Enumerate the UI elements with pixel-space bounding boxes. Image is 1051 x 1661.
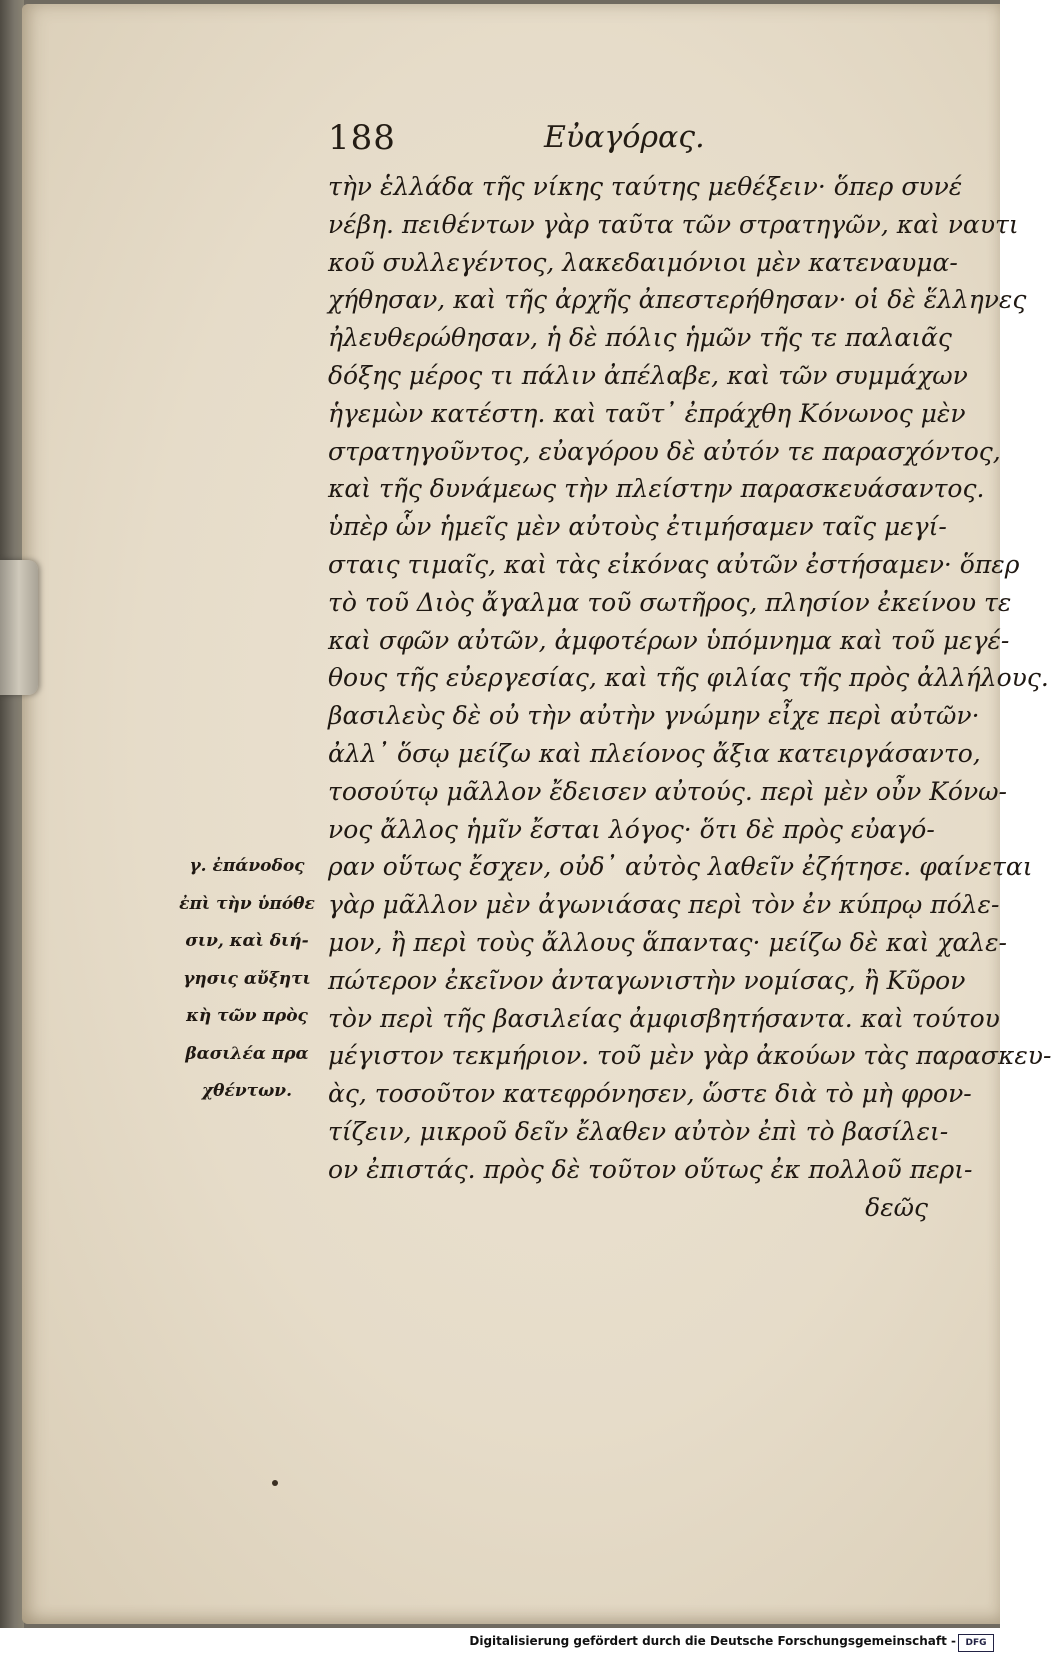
running-head	[328, 118, 928, 168]
clasp-tab	[0, 560, 38, 695]
text-line: τὸν περὶ τῆς βασιλείας ἀμφισβητήσαντα. καὶ τούτου	[328, 1003, 1000, 1033]
book-board-edge	[0, 0, 24, 1628]
marginal-line: χθέντων.	[202, 1081, 292, 1101]
main-text-block	[328, 168, 1051, 1226]
marginal-line: βασιλέα πρα	[185, 1043, 309, 1064]
text-line: τίζειν, μικροῦ δεῖν ἔλαθεν αὐτὸν ἐπὶ τὸ βασίλει-	[328, 1116, 949, 1146]
text-line: κοῦ συλλεγέντος, λακεδαιμόνιοι μὲν κατεναυμα-	[328, 247, 958, 277]
text-line: ὑπὲρ ὧν ἡμεῖς μὲν αὐτοὺς ἐτιμήσαμεν ταῖς μεγί-	[328, 512, 947, 542]
dfg-logo-icon: DFG	[958, 1634, 994, 1652]
text-line: μέγιστον τεκμήριον. τοῦ μὲν γὰρ ἀκούων τὰς παρασκευ-	[328, 1041, 1051, 1071]
marginal-note	[168, 848, 326, 1111]
text-line: καὶ τῆς δυνάμεως τὴν πλείστην παρασκευάσαντος.	[328, 474, 985, 504]
text-line: τὸ τοῦ Διὸς ἄγαλμα τοῦ σωτῆρος, πλησίον ἐκείνου τε	[328, 587, 1012, 617]
text-line: χήθησαν, καὶ τῆς ἀρχῆς ἀπεστερήθησαν· οἱ δὲ ἕλληνες	[328, 285, 1027, 315]
marginal-line: ἐπὶ τὴν ὑπόθε	[179, 893, 315, 914]
marginal-line: γησις αὔξητι	[183, 968, 311, 989]
text-line: καὶ σφῶν αὐτῶν, ἀμφοτέρων ὑπόμνημα καὶ τοῦ μεγέ-	[328, 625, 1010, 655]
text-line: ἠλευθερώθησαν, ἡ δὲ πόλις ἡμῶν τῆς τε παλαιᾶς	[328, 323, 952, 353]
text-line: ἀλλ᾽ ὅσῳ μείζω καὶ πλείονος ἄξια κατειργάσαντο,	[328, 738, 981, 768]
text-line: τοσούτῳ μᾶλλον ἔδεισεν αὐτούς. περὶ μὲν οὖν Κόνω-	[328, 776, 1007, 806]
text-line: δεῶς	[865, 1192, 928, 1222]
marginal-line: γ. ἐπάνοδος	[189, 856, 305, 876]
text-line: ἡγεμὼν κατέστη. καὶ ταῦτ᾽ ἐπράχθη Κόνωνος μὲν	[328, 398, 966, 428]
text-line: ον ἐπιστάς. πρὸς δὲ τοῦτον οὕτως ἐκ πολλοῦ περι-	[328, 1154, 973, 1184]
text-line: γὰρ μᾶλλον μὲν ἀγωνιάσας περὶ τὸν ἐν κύπρῳ πόλε-	[328, 890, 1000, 920]
text-line: δόξης μέρος τι πάλιν ἀπέλαβε, καὶ τῶν συμμάχων	[328, 360, 968, 390]
text-line: νος ἄλλος ἡμῖν ἔσται λόγος· ὅτι δὲ πρὸς εὐαγό-	[328, 814, 935, 844]
text-line: θους τῆς εὐεργεσίας, καὶ τῆς φιλίας τῆς πρὸς ἀλλήλους.	[328, 663, 1049, 693]
marginal-line: κὴ τῶν πρὸς	[186, 1006, 308, 1026]
text-line: μον, ἢ περὶ τοὺς ἄλλους ἅπαντας· μείζω δὲ καὶ χαλε-	[328, 927, 1007, 957]
page-number: 188	[328, 118, 396, 158]
text-line: στρατηγοῦντος, εὐαγόρου δὲ αὐτόν τε παρασχόντος,	[328, 436, 1001, 466]
digitization-credit: Digitalisierung gefördert durch die Deutsche Forschungsgemeinschaft -	[469, 1634, 956, 1648]
running-title: Εὐαγόρας.	[544, 120, 705, 155]
text-line: τὴν ἑλλάδα τῆς νίκης ταύτης μεθέξειν· ὅπερ συνέ	[328, 172, 963, 201]
text-line: βασιλεὺς δὲ οὐ τὴν αὐτὴν γνώμην εἶχε περὶ αὐτῶν·	[328, 701, 980, 731]
marginal-line: σιν, καὶ διή-	[185, 931, 309, 951]
text-line: σταις τιμαῖς, καὶ τὰς εἰκόνας αὐτῶν ἐστήσαμεν· ὅπερ	[328, 549, 1020, 579]
text-line: ὰς, τοσοῦτον κατεφρόνησεν, ὥστε διὰ τὸ μὴ φρον-	[328, 1079, 972, 1109]
text-line: πώτερον ἐκεῖνον ἀνταγωνιστὴν νομίσας, ἢ Κῦρον	[328, 965, 966, 995]
text-line: ραν οὕτως ἔσχεν, οὐδ᾽ αὐτὸς λαθεῖν ἐζήτησε. φαίνεται	[328, 852, 1033, 882]
text-line: νέβη. πειθέντων γὰρ ταῦτα τῶν στρατηγῶν, καὶ ναυτι	[328, 209, 1019, 239]
ink-dot	[272, 1480, 278, 1486]
